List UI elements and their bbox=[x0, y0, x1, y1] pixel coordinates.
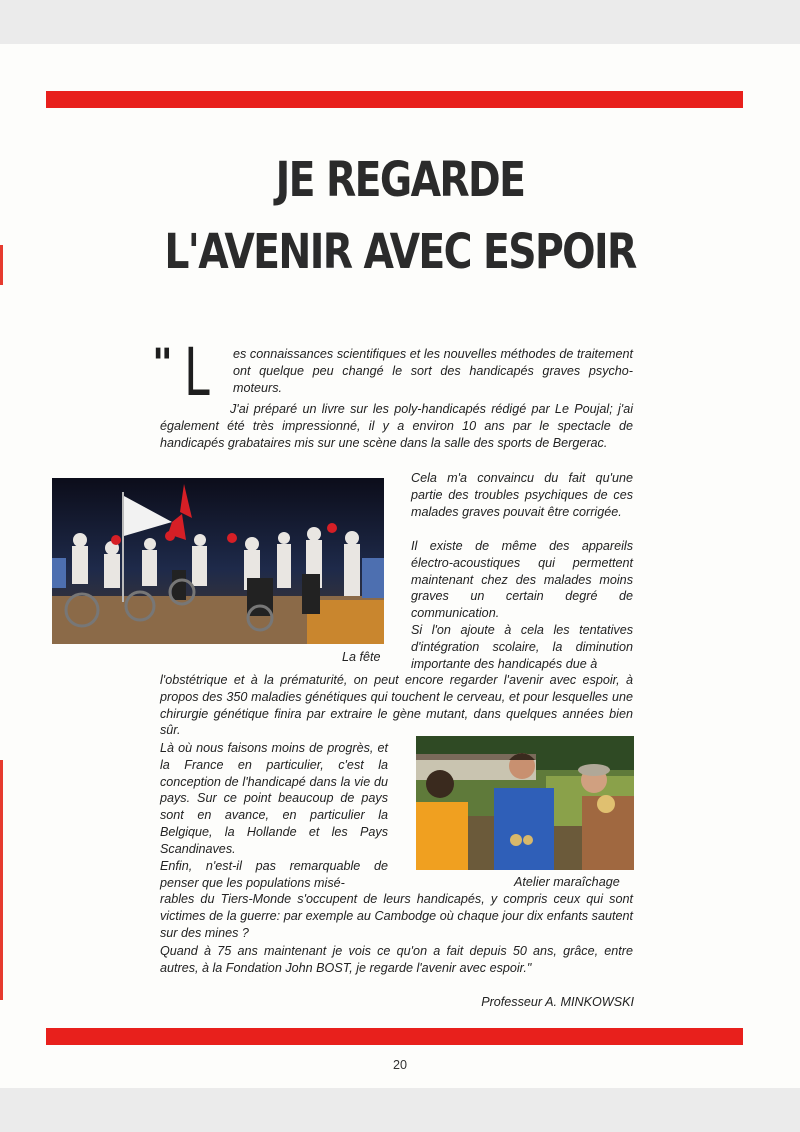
atelier-image-icon bbox=[416, 736, 634, 870]
caption-la-fete: La fête bbox=[342, 650, 381, 664]
paragraph-2: J'ai préparé un livre sur les poly-handicapés rédigé par Le Poujal; j'ai également été très impressionné, il y a environ 10 ans par le spectacle de handicapés grabataires mis sur une scène dans la salle des sports de Bergerac. bbox=[160, 402, 633, 450]
page-title-line-1: JE REGARDE bbox=[275, 152, 525, 208]
photo-atelier-maraichage bbox=[416, 736, 634, 870]
page-number: 20 bbox=[392, 1058, 407, 1072]
paragraph-6: Là où nous faisons moins de progrès, et la France en particulier, c'est la conception de l'handicapé dans la vie du pays. Sur ce point beaucoup de pays sont en avance, en particulier la Belgique, la Hollande et les Pays Scandinaves. bbox=[160, 741, 388, 856]
paragraph-3: Cela m'a convaincu du fait qu'une partie des troubles psychiques de ces malades graves pouvait être corrigée. bbox=[411, 471, 633, 519]
opening-quote-mark: " bbox=[152, 341, 173, 387]
author-signature: Professeur A. MINKOWSKI bbox=[481, 995, 634, 1009]
paragraph-4: Il existe de même des appareils électro-acoustiques qui permettent maintenant chez des malades moins graves un certain degré de communication. bbox=[411, 539, 633, 621]
paragraph-5-column: Si l'on ajoute à cela les tentatives d'intégration scolaire, la diminution importante des handicapés due à bbox=[411, 623, 633, 671]
photo-la-fete bbox=[52, 478, 384, 644]
page-title-line-2: L'AVENIR AVEC ESPOIR bbox=[164, 224, 636, 280]
left-edge-mark-lower bbox=[0, 760, 3, 1000]
paragraph-5-full: l'obstétrique et à la prématurité, on peut encore regarder l'avenir avec espoir, à propos des 350 maladies génétiques qui touchent le cerveau, et pour lesquelles une chirurgie génétique finira par extraire le gène mutant, dans quelques années bien sûr. bbox=[160, 673, 633, 738]
paragraph-intro: es connaissances scientifiques et les nouvelles méthodes de traitement ont quelque peu changé le sort des handicapés graves psycho-moteurs. bbox=[233, 347, 633, 395]
bottom-red-bar bbox=[46, 1028, 743, 1045]
paragraph-7-full: rables du Tiers-Monde s'occupent de leurs handicapés, y compris ceux qui sont victimes de la guerre: par exemple au Cambodge où chaque jour dix enfants sautent sur des mines ? bbox=[160, 892, 633, 940]
fete-image-icon bbox=[52, 478, 384, 644]
paragraph-8: Quand à 75 ans maintenant je vois ce qu'on a fait depuis 50 ans, grâce, entre autres, à la Fondation John BOST, je regarde l'avenir avec espoir." bbox=[160, 944, 633, 975]
document-page bbox=[0, 44, 800, 1088]
paragraph-7-column: Enfin, n'est-il pas remarquable de penser que les populations misé- bbox=[160, 859, 388, 890]
caption-atelier-maraichage: Atelier maraîchage bbox=[514, 875, 620, 889]
drop-cap-letter: L bbox=[184, 334, 210, 411]
top-red-bar bbox=[46, 91, 743, 108]
left-edge-mark bbox=[0, 245, 3, 285]
